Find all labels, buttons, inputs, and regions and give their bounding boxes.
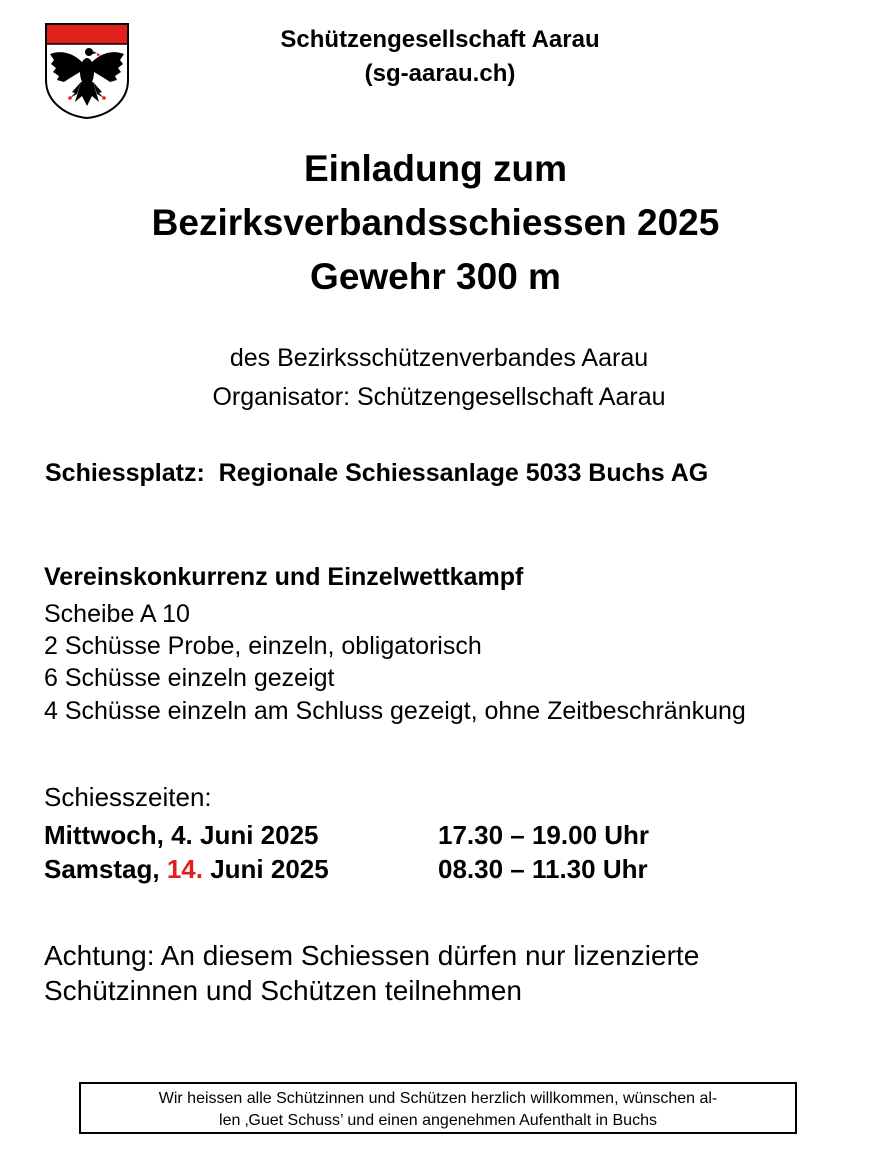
konkurrenz-line: 6 Schüsse einzeln gezeigt [44, 664, 335, 692]
schiesszeit-row [44, 818, 650, 852]
subtitle-line-2: Organisator: Schützengesellschaft Aarau [212, 383, 666, 411]
schiesszeiten-label: Schiesszeiten: [44, 782, 212, 812]
achtung-line-1: Achtung: An diesem Schiessen dürfen nur lizenzierte [44, 940, 700, 971]
title-line-2: Bezirksverbandsschiessen 2025 [151, 202, 720, 243]
welcome-box [79, 1082, 797, 1134]
schiesszeit-day: Mittwoch, 4. Juni 2025 [44, 820, 319, 850]
title-line-1: Einladung zum [303, 148, 568, 189]
konkurrenz-line: 4 Schüsse einzeln am Schluss gezeigt, ohne Zeitbeschränkung [44, 697, 746, 725]
konkurrenz-heading: Vereinskonkurrenz und Einzelwettkampf [44, 563, 524, 591]
konkurrenz-line: Scheibe A 10 [44, 600, 190, 628]
schiesszeit-day-highlight: 14. [166, 854, 203, 884]
schiessplatz: Schiessplatz: Regionale Schiessanlage 5033 Buchs AG [45, 459, 709, 487]
title-line-3: Gewehr 300 m [310, 256, 561, 297]
konkurrenz-line: 2 Schüsse Probe, einzeln, obligatorisch [44, 632, 482, 660]
welcome-line-2: len ‚Guet Schuss’ und einen angenehmen Aufenthalt in Buchs [219, 1112, 657, 1129]
achtung-line-2: Schützinnen und Schützen teilnehmen [44, 975, 522, 1006]
schiesszeit-time: 08.30 – 11.30 Uhr [438, 854, 648, 884]
club-name: Schützengesellschaft Aarau [280, 26, 600, 53]
aarau-eagle-crest-icon [44, 22, 130, 120]
schiesszeit-day-prefix: Samstag, [44, 854, 167, 884]
schiesszeit-day-suffix: Juni 2025 [202, 854, 329, 884]
club-website: (sg-aarau.ch) [364, 60, 516, 87]
schiesszeit-time: 17.30 – 19.00 Uhr [438, 820, 650, 850]
subtitle-line-1: des Bezirksschützenverbandes Aarau [229, 344, 649, 372]
welcome-line-1: Wir heissen alle Schützinnen und Schützen herzlich willkommen, wünschen al- [158, 1090, 718, 1107]
schiesszeit-row [44, 852, 648, 886]
